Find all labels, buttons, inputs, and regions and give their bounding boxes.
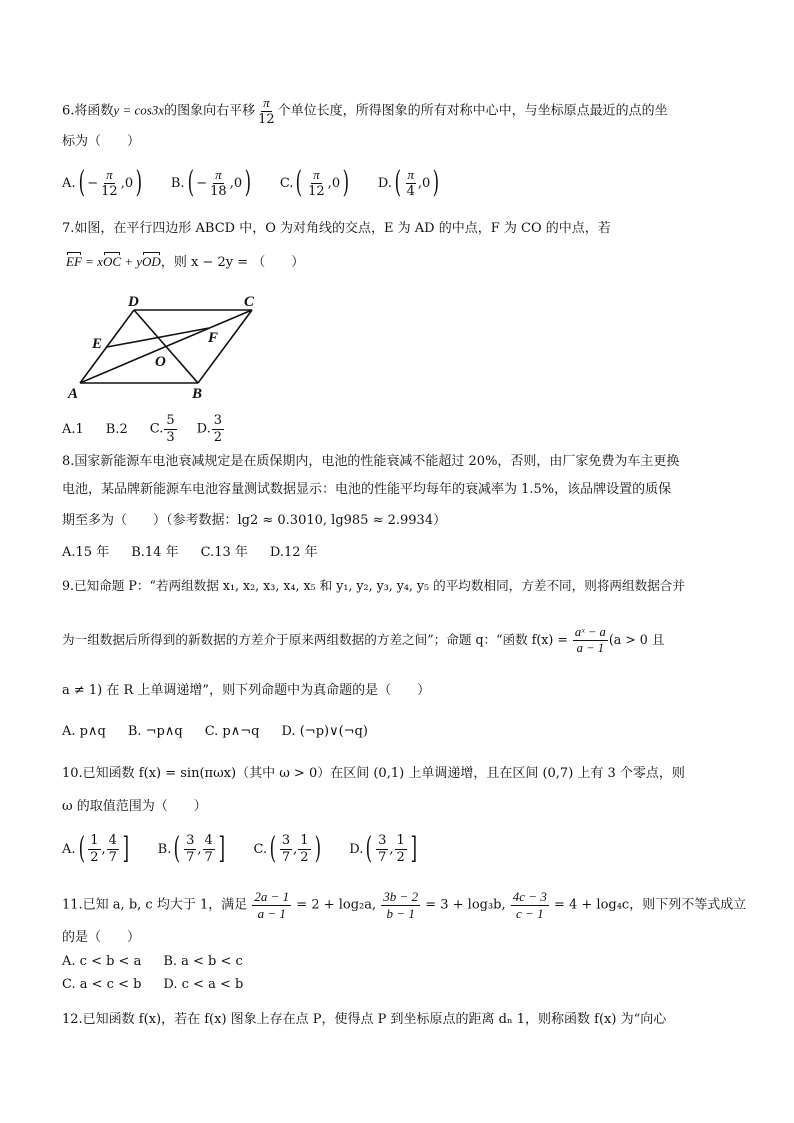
q6-option-3: D.( $\frac{\pi}{4}$ ,0) xyxy=(377,165,440,201)
q12-line1: 12.已知函数 f(x)，若在 f(x) 图象上存在点 P，使得点 P 到坐标原点的距离 dₙ 1，则称函数 f(x) 为“向心 xyxy=(62,1012,667,1027)
q6-option-0: A.( − $\frac{\pi}{12}$ ,0) xyxy=(62,165,143,201)
q6-option-2: C.( $\frac{\pi}{12}$ ,0) xyxy=(279,165,350,201)
q9-line3: a ≠ 1) 在 R 上单调递增”，则下列命题中为真命题的是（ ） xyxy=(62,683,431,698)
q9-line2: 为一组数据后所得到的新数据的方差介于原来两组数据的方差之间”；命题 q：“函数 f(x) = $\frac{\text{aˣ − a}}{a - 1}$ (a > 0 且 xyxy=(62,625,665,656)
q10-option-2: C.( $\frac{3}{7}$ , $\frac{1}{2}$ ) xyxy=(253,831,321,867)
q7-line1: 7.如图，在平行四边形 ABCD 中，O 为对角线的交点，E 为 AD 的中点，F 为 CO 的中点，若 xyxy=(62,221,611,236)
q6-options xyxy=(62,165,468,201)
q8-line1: 8.国家新能源车电池衰减规定是在质保期内，电池的性能衰减不能超过 20%，否则，由厂家免费为车主更换 xyxy=(62,454,680,469)
label-f: F xyxy=(208,330,219,346)
q9-options: A. p∧q B. ¬p∧q C. p∧¬q D. (¬p)∨(¬q) xyxy=(62,724,368,739)
q10-option-0: A.( $\frac{1}{2}$ , $\frac{4}{7}$ ] xyxy=(62,831,130,867)
q10-option-1: B.( $\frac{3}{7}$ , $\frac{4}{7}$ ] xyxy=(157,831,225,867)
parallelogram-figure xyxy=(60,290,270,402)
q8-line2: 电池，某品牌新能源车电池容量测试数据显示：电池的性能平均每年的衰减率为 1.5%，该品牌设置的质保 xyxy=(62,482,672,497)
diagonal-bd xyxy=(134,310,198,383)
q6-shift-fraction: $\frac{\pi}{12}$ xyxy=(258,95,275,127)
label-a: A xyxy=(68,386,79,402)
label-c: C xyxy=(244,294,255,310)
label-d: D xyxy=(128,294,139,310)
label-e: E xyxy=(92,336,103,352)
q11-options-row1: A. c < b < a B. a < b < c xyxy=(62,954,243,969)
q11-options-row2: C. a < c < b D. c < a < b xyxy=(62,977,244,992)
q10-line1: 10.已知函数 f(x) = sin(πωx)（其中 ω > 0）在区间 (0,1) 上单调递增，且在区间 (0,7) 上有 3 个零点，则 xyxy=(62,766,685,781)
q7-options: A.1 B.2 C. $\frac{5}{3}$ D. $\frac{3}{2}$ xyxy=(62,413,223,445)
q6-option-1: B.( − $\frac{\pi}{18}$ ,0) xyxy=(170,165,252,201)
label-b: B xyxy=(192,386,203,402)
q10-line2: ω 的取值范围为（ ） xyxy=(62,799,207,814)
q10-options xyxy=(62,831,446,867)
q6-line2: 标为（ ） xyxy=(62,134,141,149)
q7-equation: EF = xOC + yOD，则 x − 2y = （ ） xyxy=(66,254,305,270)
q8-line3: 期至多为（ ）（参考数据：lg2 ≈ 0.3010, lg985 ≈ 2.9934） xyxy=(62,513,447,528)
label-o: O xyxy=(155,354,166,370)
segment-ef xyxy=(107,328,209,347)
q11-line1: 11.已知 a, b, c 均大于 1，满足 $\frac{2a - 1}{a - 1}$ = 2 + log₂a, $\frac{3b - 2}{b - 1}$ = 3 + log₃b, $\frac{4c - 3}{c - 1}$ = 4 + log₄c，则下列不等式成立 xyxy=(62,889,747,921)
q11-line2: 的是（ ） xyxy=(62,930,141,945)
q9-line1: 9.已知命题 P：“若两组数据 x₁, x₂, x₃, x₄, x₅ 和 y₁, y₂, y₃, y₄, y₅ 的平均数相同，方差不同，则将两组数据合并 xyxy=(62,578,685,593)
q6-line1: 6.将函数y = cos3x的图象向右平移 $\frac{\pi}{12}$ 个单位长度，所得图象的所有对称中心中，与坐标原点最近的点的坐 xyxy=(62,95,668,127)
q8-options: A.15 年 B.14 年 C.13 年 D.12 年 xyxy=(62,545,318,560)
q10-option-3: D.( $\frac{3}{7}$ , $\frac{1}{2}$ ] xyxy=(349,831,417,867)
